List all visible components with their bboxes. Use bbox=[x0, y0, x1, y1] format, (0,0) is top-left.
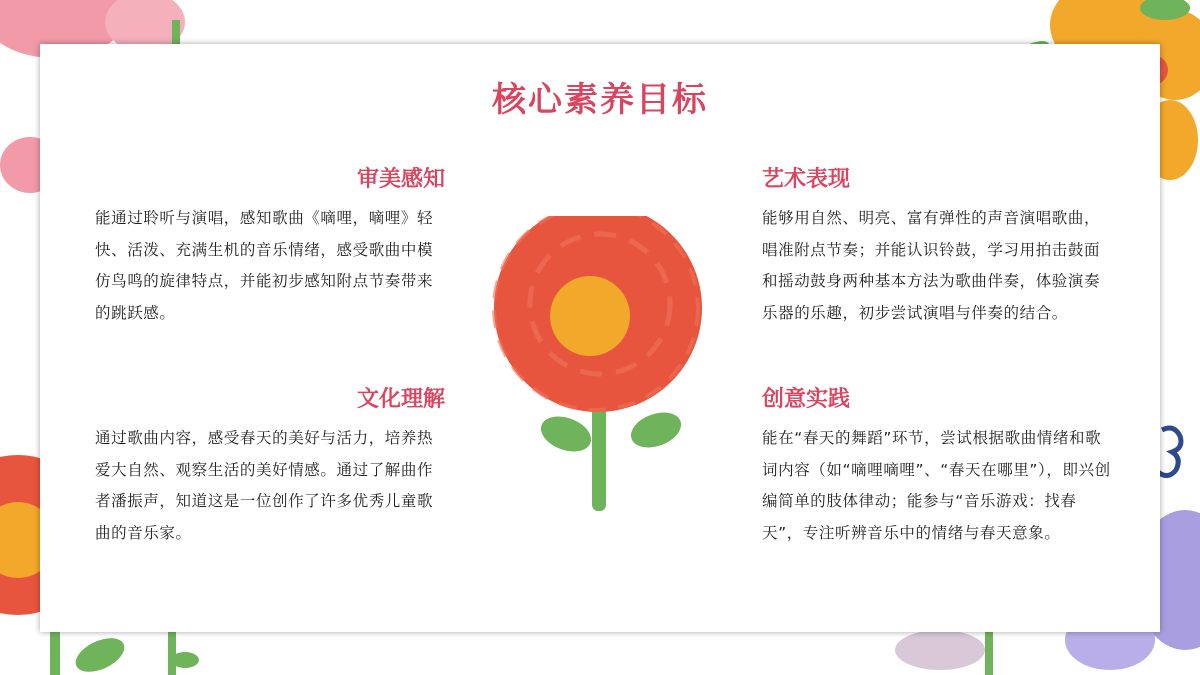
section-heading: 艺术表现 bbox=[762, 167, 851, 192]
section-body: 能够用自然、明亮、富有弹性的声音演唱歌曲，唱准附点节奏；并能认识铃鼓，学习用拍击鼓面和摇动鼓身两种基本方法为歌曲伴奏，体验演奏乐器的乐趣，初步尝试演唱与伴奏的结合。 bbox=[762, 209, 1101, 322]
section-heading: 文化理解 bbox=[356, 387, 445, 412]
flower-leaf-right bbox=[626, 406, 686, 454]
section-creative-practice bbox=[762, 385, 1112, 549]
section-body: 通过歌曲内容，感受春天的美好与活力，培养热爱大自然、观察生活的美好情感。通过了解曲作者潘振声，知道这是一位创作了许多优秀儿童歌曲的音乐家。 bbox=[95, 429, 434, 542]
section-cultural-understanding bbox=[95, 385, 445, 549]
section-heading: 创意实践 bbox=[762, 387, 851, 412]
section-aesthetic-perception bbox=[95, 165, 445, 329]
center-flower-icon bbox=[488, 216, 708, 516]
page-title: 核心素养目标 bbox=[492, 80, 708, 120]
section-artistic-expression bbox=[762, 165, 1112, 329]
section-heading: 审美感知 bbox=[356, 167, 445, 192]
flower-leaf-left bbox=[536, 410, 596, 458]
section-body: 能通过聆听与演唱，感知歌曲《嘀哩，嘀哩》轻快、活泼、充满生机的音乐情绪，感受歌曲中模仿鸟鸣的旋律特点，并能初步感知附点节奏带来的跳跃感。 bbox=[95, 209, 434, 322]
section-body: 能在“春天的舞蹈”环节，尝试根据歌曲情绪和歌词内容（如“嘀哩嘀哩”、“春天在哪里”），即兴创编简单的肢体律动；能参与“音乐游戏：找春天”，专注听辨音乐中的情绪与春天意象。 bbox=[762, 429, 1111, 542]
flower-center bbox=[550, 276, 630, 356]
